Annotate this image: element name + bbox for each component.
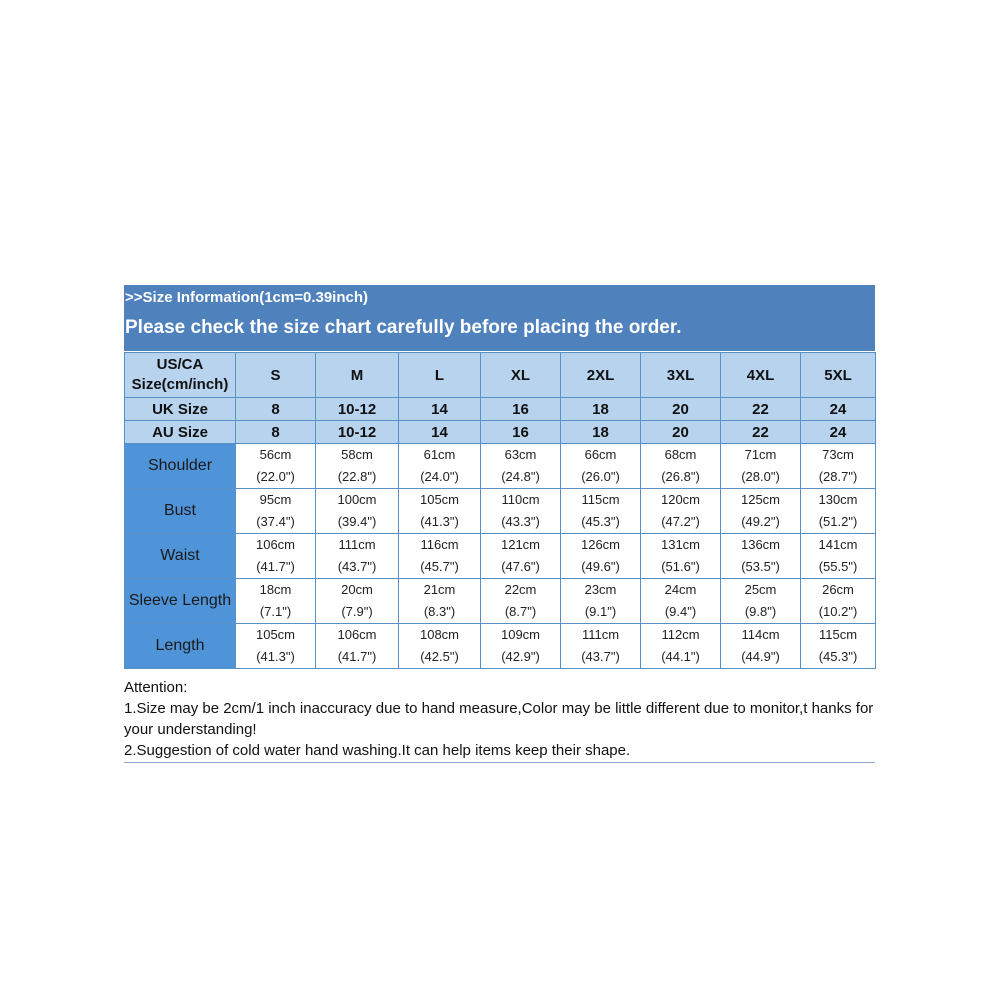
au-size-label: AU Size	[125, 421, 236, 444]
size-table	[124, 352, 876, 669]
uk-size-cell: 14	[399, 398, 481, 421]
cm-value: 110cm	[501, 492, 540, 507]
cm-value: 115cm	[818, 627, 858, 642]
cm-value: 58cm	[341, 447, 373, 462]
cm-value: 130cm	[818, 492, 858, 507]
measurement-cell	[236, 579, 316, 624]
measurement-cell	[561, 579, 641, 624]
cm-value: 120cm	[660, 492, 701, 507]
cm-value: 21cm	[423, 582, 456, 597]
size-header: XL	[481, 353, 561, 398]
us-size-label-line1: US/CA	[156, 356, 204, 373]
measurement-cell	[641, 579, 721, 624]
measurement-cell	[721, 624, 801, 669]
size-info-heading: >>Size Information(1cm=0.39inch)	[125, 289, 368, 306]
cm-value: 121cm	[500, 537, 541, 552]
size-header: 3XL	[641, 353, 721, 398]
uk-size-cell: 22	[721, 398, 801, 421]
inch-value: (44.1")	[661, 649, 700, 664]
measurement-cell	[561, 624, 641, 669]
measurement-row	[125, 579, 876, 624]
note-inaccuracy: 1.Size may be 2cm/1 inch inaccuracy due to hand measure,Color may be little different due to monitor,t hanks for your understanding!	[124, 700, 874, 738]
inch-value: (51.2")	[818, 514, 858, 529]
inch-value: (47.6")	[501, 559, 540, 574]
inch-value: (41.3")	[420, 514, 459, 529]
uk-size-cell: 8	[236, 398, 316, 421]
cm-value: 22cm	[504, 582, 537, 597]
us-size-label	[125, 353, 236, 398]
cm-value: 23cm	[584, 582, 617, 597]
cm-value: 125cm	[740, 492, 781, 507]
cm-value: 68cm	[664, 447, 697, 462]
inch-value: (22.0")	[256, 469, 295, 484]
inch-value: (7.9")	[341, 604, 373, 619]
us-size-row	[125, 353, 876, 398]
measurement-cell	[801, 624, 876, 669]
cm-value: 141cm	[818, 537, 858, 552]
measurement-cell	[316, 579, 399, 624]
au-size-cell: 22	[721, 421, 801, 444]
inch-value: (49.6")	[581, 559, 620, 574]
measurement-label: Length	[125, 624, 236, 669]
au-size-row	[125, 421, 876, 444]
measurement-cell	[316, 444, 399, 489]
size-header: L	[399, 353, 481, 398]
measurement-cell	[561, 534, 641, 579]
cm-value: 126cm	[580, 537, 621, 552]
measurement-cell	[721, 534, 801, 579]
attention-title: Attention:	[124, 679, 188, 696]
cm-value: 71cm	[744, 447, 777, 462]
measurement-cell	[399, 579, 481, 624]
au-size-cell: 24	[801, 421, 876, 444]
cm-value: 25cm	[744, 582, 777, 597]
cm-value: 116cm	[420, 537, 459, 552]
cm-value: 95cm	[259, 492, 292, 507]
size-header: 2XL	[561, 353, 641, 398]
measurement-cell	[316, 534, 399, 579]
measurement-cell	[481, 579, 561, 624]
inch-value: (39.4")	[337, 514, 377, 529]
measurement-label: Sleeve Length	[125, 579, 236, 624]
uk-size-row	[125, 398, 876, 421]
measurement-row	[125, 444, 876, 489]
cm-value: 18cm	[259, 582, 292, 597]
measurement-cell	[399, 444, 481, 489]
measurement-cell	[801, 444, 876, 489]
inch-value: (10.2")	[818, 604, 858, 619]
inch-value: (26.8")	[661, 469, 700, 484]
cm-value: 114cm	[741, 627, 780, 642]
cm-value: 66cm	[584, 447, 617, 462]
measurement-cell	[481, 444, 561, 489]
us-size-label-line2: Size(cm/inch)	[131, 376, 229, 393]
measurement-cell	[236, 489, 316, 534]
cm-value: 109cm	[500, 627, 541, 642]
au-size-cell: 16	[481, 421, 561, 444]
measurement-cell	[561, 489, 641, 534]
uk-size-cell: 10-12	[316, 398, 399, 421]
measurement-row	[125, 534, 876, 579]
inch-value: (43.7")	[581, 649, 620, 664]
measurement-cell	[399, 489, 481, 534]
au-size-cell: 10-12	[316, 421, 399, 444]
measurement-cell	[236, 534, 316, 579]
inch-value: (22.8")	[337, 469, 377, 484]
size-header: M	[316, 353, 399, 398]
inch-value: (49.2")	[741, 514, 780, 529]
cm-value: 106cm	[337, 627, 377, 642]
inch-value: (47.2")	[661, 514, 700, 529]
measurement-cell	[641, 624, 721, 669]
inch-value: (41.7")	[337, 649, 377, 664]
measurement-cell	[721, 489, 801, 534]
measurement-cell	[801, 489, 876, 534]
measurement-label: Bust	[125, 489, 236, 534]
uk-size-cell: 20	[641, 398, 721, 421]
measurement-cell	[236, 624, 316, 669]
measurement-cell	[801, 534, 876, 579]
cm-value: 108cm	[419, 627, 460, 642]
measurement-cell	[316, 489, 399, 534]
cm-value: 111cm	[338, 537, 376, 552]
cm-value: 106cm	[255, 537, 296, 552]
cm-value: 63cm	[504, 447, 537, 462]
size-header: S	[236, 353, 316, 398]
cm-value: 115cm	[581, 492, 620, 507]
measurement-label: Shoulder	[125, 444, 236, 489]
measurement-cell	[801, 579, 876, 624]
inch-value: (37.4")	[256, 514, 295, 529]
cm-value: 24cm	[664, 582, 697, 597]
inch-value: (42.5")	[420, 649, 459, 664]
inch-value: (55.5")	[818, 559, 858, 574]
inch-value: (8.3")	[423, 604, 456, 619]
bottom-divider	[124, 762, 875, 763]
inch-value: (51.6")	[661, 559, 700, 574]
cm-value: 73cm	[822, 447, 854, 462]
inch-value: (43.7")	[337, 559, 377, 574]
uk-size-cell: 16	[481, 398, 561, 421]
inch-value: (42.9")	[501, 649, 540, 664]
measurement-label: Waist	[125, 534, 236, 579]
note-washing: 2.Suggestion of cold water hand washing.It can help items keep their shape.	[124, 742, 631, 759]
cm-value: 26cm	[822, 582, 854, 597]
measurement-cell	[561, 444, 641, 489]
measurement-cell	[481, 534, 561, 579]
inch-value: (28.0")	[741, 469, 780, 484]
cm-value: 136cm	[740, 537, 781, 552]
size-chart	[124, 285, 875, 669]
measurement-cell	[641, 534, 721, 579]
measurement-cell	[481, 624, 561, 669]
cm-value: 131cm	[660, 537, 701, 552]
inch-value: (7.1")	[259, 604, 292, 619]
inch-value: (24.8")	[501, 469, 540, 484]
inch-value: (24.0")	[420, 469, 459, 484]
measurement-cell	[641, 444, 721, 489]
inch-value: (9.1")	[584, 604, 617, 619]
measurement-cell	[481, 489, 561, 534]
inch-value: (9.4")	[664, 604, 697, 619]
uk-size-cell: 18	[561, 398, 641, 421]
size-header: 4XL	[721, 353, 801, 398]
cm-value: 61cm	[423, 447, 456, 462]
uk-size-label: UK Size	[125, 398, 236, 421]
measurement-cell	[399, 624, 481, 669]
inch-value: (53.5")	[741, 559, 780, 574]
measurement-row	[125, 624, 876, 669]
inch-value: (8.7")	[504, 604, 537, 619]
au-size-cell: 20	[641, 421, 721, 444]
au-size-cell: 14	[399, 421, 481, 444]
inch-value: (9.8")	[744, 604, 777, 619]
au-size-cell: 18	[561, 421, 641, 444]
inch-value: (44.9")	[741, 649, 780, 664]
cm-value: 105cm	[255, 627, 296, 642]
measurement-cell	[641, 489, 721, 534]
cm-value: 112cm	[661, 627, 700, 642]
inch-value: (26.0")	[581, 469, 620, 484]
cm-value: 56cm	[259, 447, 292, 462]
inch-value: (41.3")	[256, 649, 295, 664]
au-size-cell: 8	[236, 421, 316, 444]
measurement-cell	[399, 534, 481, 579]
inch-value: (41.7")	[256, 559, 295, 574]
inch-value: (43.3")	[501, 514, 540, 529]
attention-notes	[124, 677, 876, 761]
cm-value: 111cm	[581, 627, 620, 642]
chart-banner	[124, 285, 875, 351]
inch-value: (45.3")	[581, 514, 620, 529]
inch-value: (45.7")	[420, 559, 459, 574]
cm-value: 20cm	[341, 582, 373, 597]
measurement-row	[125, 489, 876, 534]
inch-value: (28.7")	[818, 469, 858, 484]
size-header: 5XL	[801, 353, 876, 398]
measurement-cell	[721, 579, 801, 624]
measurement-cell	[236, 444, 316, 489]
cm-value: 100cm	[337, 492, 377, 507]
measurement-cell	[721, 444, 801, 489]
check-size-notice: Please check the size chart carefully before placing the order.	[125, 317, 682, 338]
inch-value: (45.3")	[818, 649, 858, 664]
uk-size-cell: 24	[801, 398, 876, 421]
cm-value: 105cm	[419, 492, 460, 507]
measurement-cell	[316, 624, 399, 669]
